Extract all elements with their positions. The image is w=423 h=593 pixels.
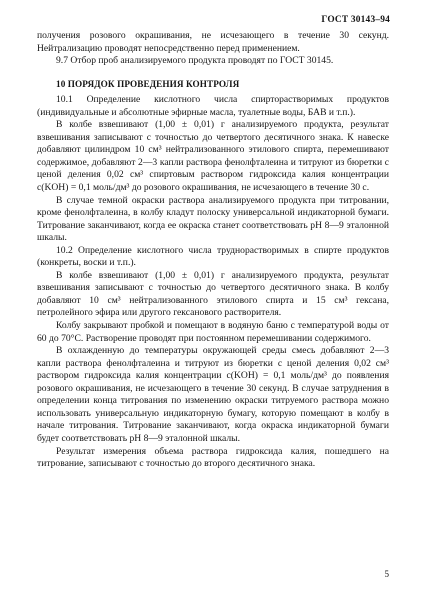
paragraph-weighing-insoluble: В колбе взвешивают (1,00 ± 0,01) г анализируемого продукта, результат взвешивания записывают с точностью до четвертого десятичного знака. В колбу добавляют 10 см³ нейтрализованного этилового спирта и 15 см³ гексана, петролейного эфира или другого гексанового растворителя. — [37, 269, 389, 319]
paragraph-titration: В охлажденную до температуры окружающей среды смесь добавляют 2—3 капли раствора фенолфталеина и титруют из бюретки с ценой деления 0,02 см³ раствором гидроксида калия концентрации c(KOH) = 0,1 моль/дм³ до появления розового окрашивания, не исчезающего в течение 30 секунд. В случае затруднения в определении конца титрования по изменению окраски титруемого раствора можно использовать универсальную индикаторную бумагу, которую помещают в колбу в начале титрования. Титрование заканчивают, когда окраска индикаторной бумаги будет соответствовать pH 8—9 эталонной шкалы. — [37, 345, 389, 444]
document-code-header: ГОСТ 30143–94 — [321, 15, 390, 25]
paragraph-water-bath: Колбу закрывают пробкой и помещают в водяную баню с температурой воды от 60 до 70°С. Растворение проводят при постоянном перемешивании содержимого. — [37, 320, 389, 344]
section-title: 10 ПОРЯДОК ПРОВЕДЕНИЯ КОНТРОЛЯ — [56, 78, 240, 89]
paragraph-10-2: 10.2 Определение кислотного числа труднорастворимых в спирте продуктов (конкреты, воски и т.п.). — [37, 244, 389, 269]
paragraph-dark-solution: В случае темной окраски раствора анализируемого продукта при титровании, кроме фенолфталеина, в колбу кладут полоску универсальной индикаторной бумаги. Титрование заканчивают, когда ее окраска станет соответствовать pH 8—9 эталонной шкалы. — [37, 194, 389, 244]
page-number: 5 — [384, 569, 389, 580]
paragraph-continuation: получения розового окрашивания, не исчезающего в течение 30 секунд. Нейтрализацию проводят непосредственно перед применением. — [37, 30, 389, 54]
paragraph-sampling: 9.7 Отбор проб анализируемого продукта проводят по ГОСТ 30145. — [56, 55, 334, 67]
paragraph-result-recording: Результат измерения объема раствора гидроксида калия, пошедшего на титрование, записывают с точностью до второго десятичного знака. — [37, 445, 389, 470]
paragraph-10-1: 10.1 Определение кислотного числа спирторастворимых продуктов (индивидуальные и абсолютные эфирные масла, туалетные воды, БАВ и т.п.). — [37, 94, 389, 118]
paragraph-weighing-procedure: В колбе взвешивают (1,00 ± 0,01) г анализируемого продукта, результат взвешивания записывают с точностью до четвертого десятичного знака. К навеске добавляют цилиндром 10 см³ нейтрализованного этилового спирта, перемешивают содержимое, добавляют 2—3 капли раствора фенолфталеина и титруют из бюретки с ценой деления 0,02 см³ спиртовым раствором гидроксида калия концентрации c(KOH) = 0,1 моль/дм³ до розового окрашивания, не исчезающего в течение 30 с. — [37, 119, 389, 194]
